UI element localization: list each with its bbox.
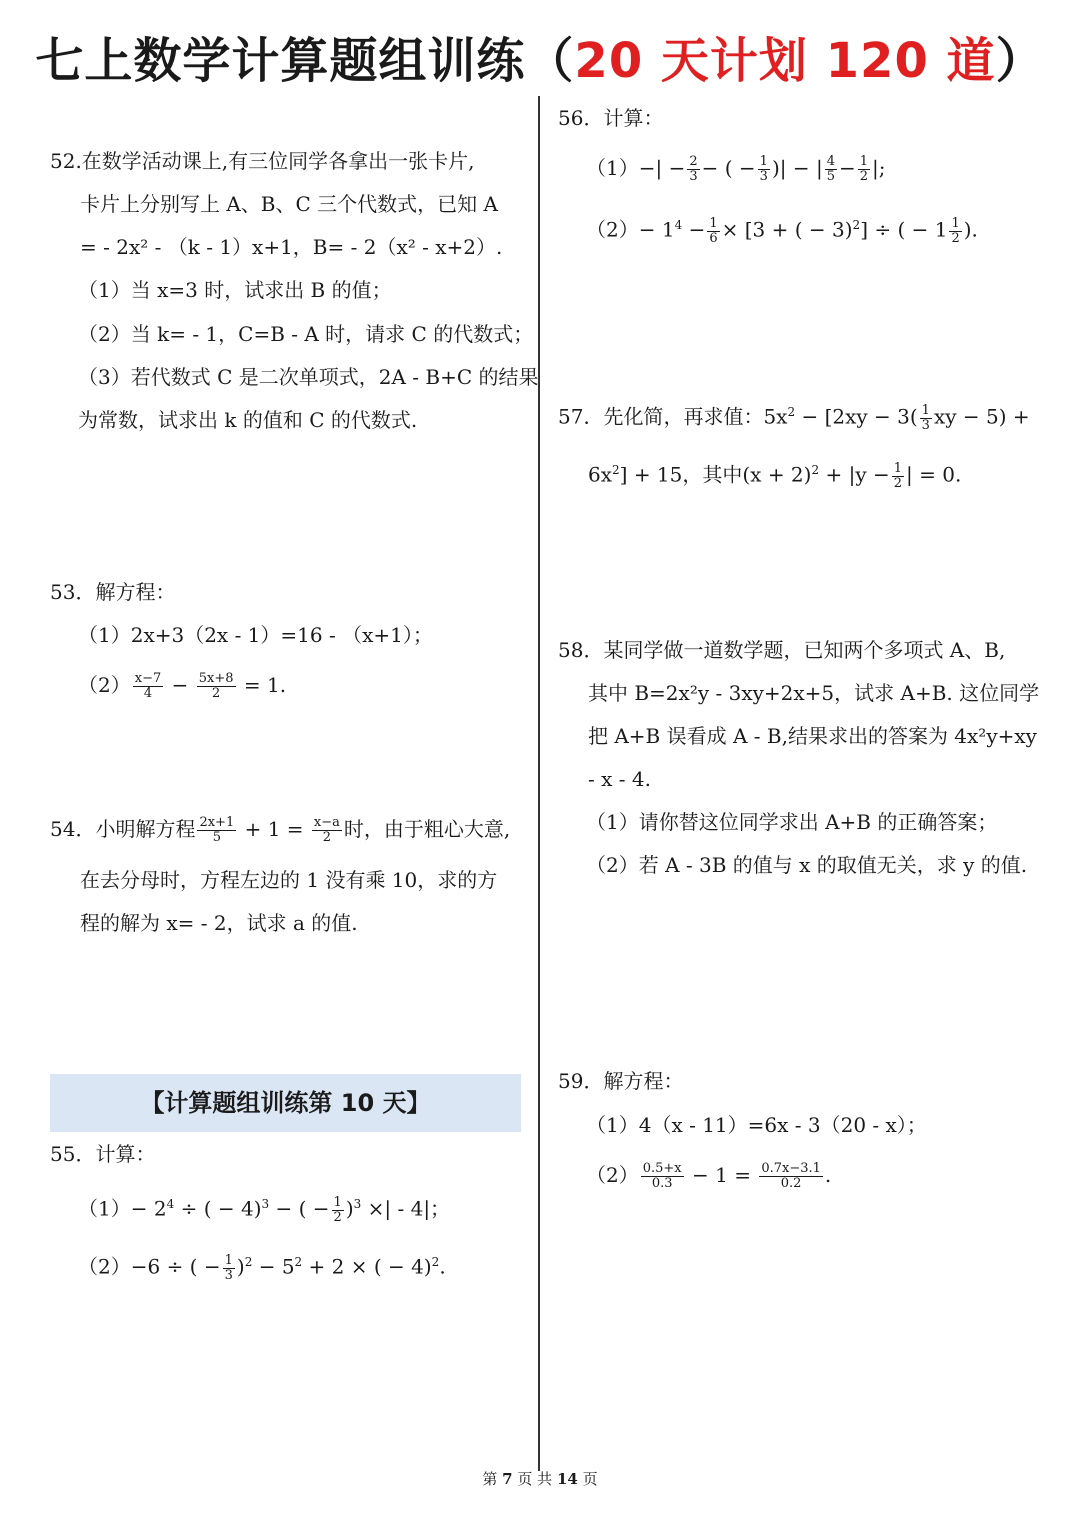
q58-line-1: 58．某同学做一道数学题，已知两个多项式 A、B, [558,638,1006,662]
fraction: $\frac{x-a}{2}$ [313,815,340,845]
fraction: $\frac{1}{2}$ [893,460,903,491]
day-banner: 【计算题组训练第 10 天】 [50,1074,521,1132]
fraction: $\frac{1}{2}$ [859,154,869,184]
fraction: $\frac{1}{3}$ [759,154,768,184]
q53-heading: 53．解方程： [50,580,176,604]
q52-part-1: （1）当 x=3 时，试求出 B 的值； [78,278,392,302]
q56-part-1: （1）−| − $\frac{2}{3}$ − ( − $\frac{1}{3}$ )| − | $\frac{4}{5}$ − $\frac{1}{2}$ |; [586,154,886,184]
page-footer: 第 7 页 共 14 页 [482,1470,598,1488]
fraction: $\frac{1}{2}$ [333,1194,342,1225]
q54-line-1: 54．小明解方程 $\frac{2x+1}{5}$ + 1 = $\frac{x-a}{2}$ 时，由于粗心大意, [50,815,511,845]
q52-line-3: = - 2x² - （k - 1）x+1，B= - 2（x² - x+2）. [80,235,503,259]
q58-line-4: - x - 4. [588,767,651,791]
q59-part-2: （2） $\frac{0.5+x}{0.3}$ − 1 = $\frac{0.7x-3.1}{0.2}$ . [586,1161,832,1191]
fraction: $\frac{5x+8}{2}$ [198,671,234,701]
fraction: $\frac{0.5+x}{0.3}$ [642,1161,682,1191]
fraction: $\frac{1}{3}$ [224,1252,233,1283]
fraction: $\frac{x-7}{4}$ [134,671,162,701]
q52-part-2: （2）当 k= - 1，C=B - A 时，请求 C 的代数式； [78,322,534,346]
q52-part-3: （3）若代数式 C 是二次单项式，2A - B+C 的结果 [78,365,539,389]
left-column [50,0,539,1526]
fraction: $\frac{1}{2}$ [951,215,960,246]
fraction: $\frac{2x+1}{5}$ [199,815,235,845]
q55-part-2: （2）−6 ÷ ( − $\frac{1}{3}$ )$^2 - 5^2 + 2$ × ( − 4)$^2$. [78,1252,446,1283]
current-page-number: 7 [502,1470,513,1488]
q59-part-1: （1）4（x - 11）=6x - 3（20 - x）； [586,1113,927,1137]
q58-part-1: （1）请你替这位同学求出 A+B 的正确答案； [586,810,998,834]
q57-line-2: $6x^2] + 15$，其中$(x + 2)^2 + |y$ − $\frac{1}{2}$ | = 0. [588,460,962,491]
q54-line-2: 在去分母时，方程左边的 1 没有乘 10，求的方 [80,868,498,892]
q58-part-2: （2）若 A - 3B 的值与 x 的取值无关，求 y 的值. [586,853,1028,877]
q52-line-2: 卡片上分别写上 A、B、C 三个代数式，已知 A [80,192,498,216]
q56-part-2: $(2)- 1^4$ − $\frac{1}{6}$ × [3 + ( − 3)$^2$] ÷ ( − 1 $\frac{1}{2}$ ). [586,215,978,246]
title-highlight: 20 天计划 120 道 [574,33,996,89]
q55-heading: 55．计算： [50,1142,156,1166]
q58-line-3: 把 A+B 误看成 A - B,结果求出的答案为 4x²y+xy [588,724,1037,748]
right-column [558,0,1038,1526]
q52-line-1: 52.在数学活动课上,有三位同学各拿出一张卡片, [50,149,475,173]
page-title: 七上数学计算题组训练（20 天计划 120 道） [35,33,1045,89]
column-divider [538,96,540,1471]
q52-part-3-cont: 为常数，试求出 k 的值和 C 的代数式. [78,408,418,432]
q58-line-2: 其中 B=2x²y - 3xy+2x+5，试求 A+B. 这位同学 [588,681,1040,705]
total-page-count: 14 [556,1470,578,1488]
q56-heading: 56．计算： [558,106,664,130]
q55-part-1: $(1)- 2^4$ ÷ ( − 4)$^3$ − ( − $\frac{1}{2}$ )$^3$ ×| - 4|； [78,1194,451,1225]
fraction: $\frac{0.7x-3.1}{0.2}$ [761,1161,821,1191]
q53-part-1: （1）2x+3（2x - 1）=16 - （x+1）； [78,623,433,647]
q53-part-2: （2） $\frac{x-7}{4}$ − $\frac{5x+8}{2}$ = 1. [78,671,287,701]
fraction: $\frac{2}{3}$ [689,154,698,184]
fraction: $\frac{1}{3}$ [921,402,930,433]
q54-line-3: 程的解为 x= - 2，试求 a 的值. [80,911,358,935]
q57-line-1: 57．先化简，再求值：$5x^2 - [2xy - 3$( $\frac{1}{3}$ xy − 5) + [558,402,1030,433]
q59-heading: 59．解方程： [558,1069,684,1093]
fraction: $\frac{1}{6}$ [709,215,718,246]
fraction: $\frac{4}{5}$ [826,154,835,184]
